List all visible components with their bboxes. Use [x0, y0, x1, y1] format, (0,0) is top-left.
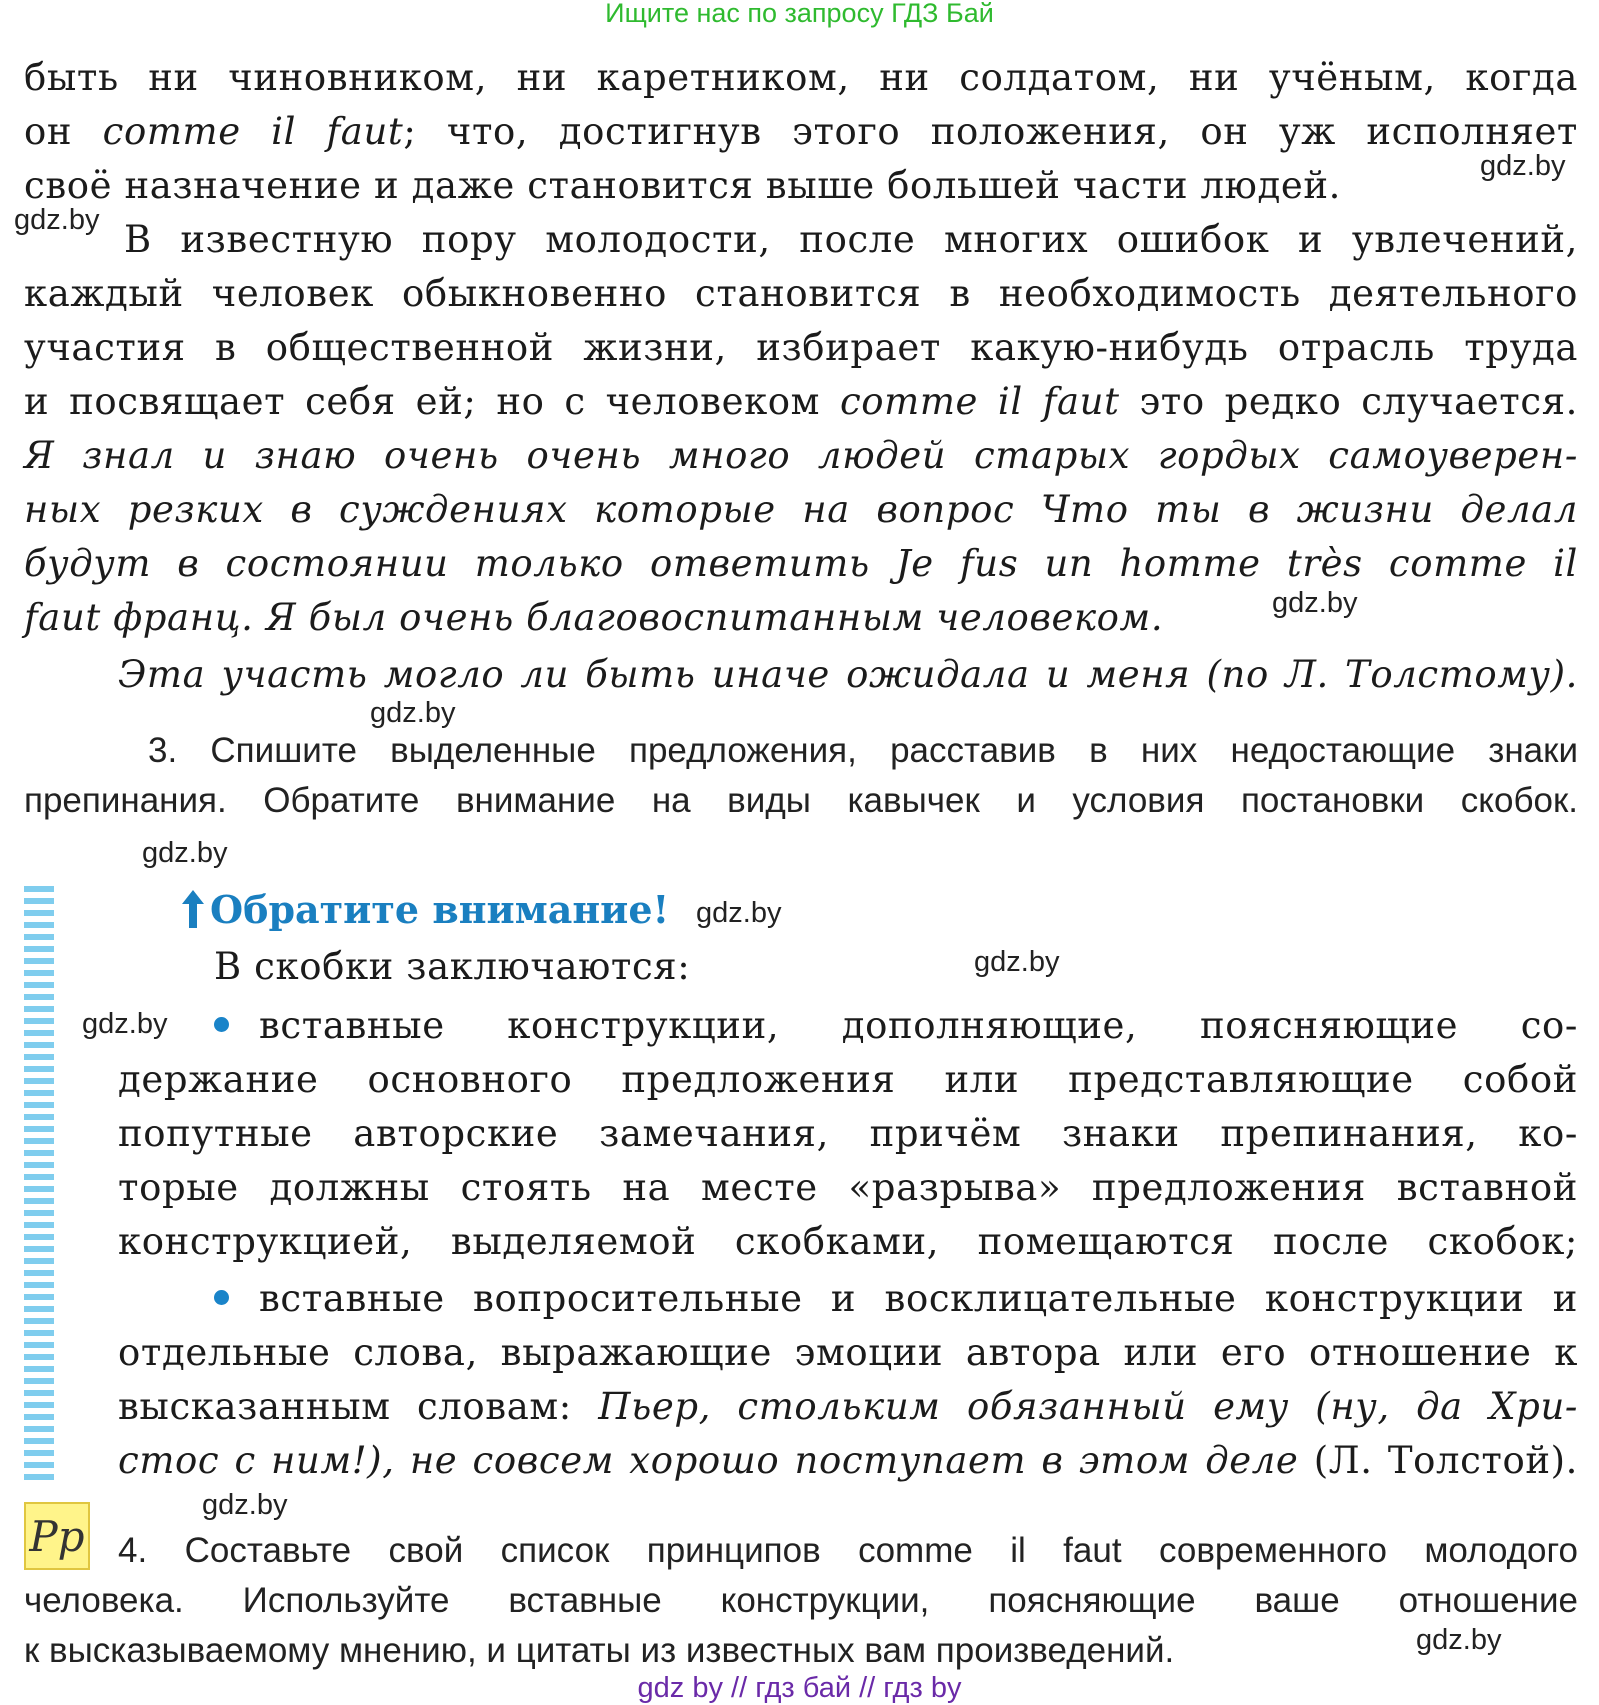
highlighted-sentence-line: Я знал и знаю очень очень много людей старых гордых самоуверен- — [24, 434, 1578, 477]
text-line: участия в общественной жизни, избирает какую-нибудь отрасль труда — [24, 326, 1578, 369]
top-banner: Ищите нас по запросу ГДЗ Бай — [605, 0, 994, 28]
attention-title: Обратите внимание! — [180, 880, 669, 940]
text-line: В известную пору молодости, после многих ошибок и увлечений, — [124, 218, 1578, 261]
watermark: gdz.by — [1480, 150, 1566, 182]
watermark: gdz.by — [1272, 587, 1358, 619]
watermark: gdz.by — [974, 946, 1060, 978]
text-line: каждый человек обыкновенно становится в необходимость деятельного — [24, 272, 1578, 315]
note-stripe — [24, 886, 54, 1486]
rule-icon — [24, 1502, 90, 1570]
text-line: своё назначение и даже становится выше большей части людей. — [24, 164, 1341, 207]
watermark: gdz.by — [370, 697, 456, 729]
task-4-line: к высказываемому мнению, и цитаты из известных вам произведений. — [24, 1631, 1175, 1670]
watermark: gdz.by — [82, 1008, 168, 1040]
task-4-line: 4. Составьте свой список принципов comme il faut современного молодого — [118, 1531, 1578, 1570]
bullet-line: конструкцией, выделяемой скобками, помещаются после скобок; — [118, 1220, 1578, 1263]
watermark: gdz.by — [202, 1489, 288, 1521]
watermark: gdz.by — [696, 897, 782, 929]
bullet-line: отдельные слова, выражающие эмоции автора или его отношение к — [118, 1331, 1578, 1374]
highlighted-sentence-line: будут в состоянии только ответить Je fus un homme très comme il — [24, 542, 1578, 585]
bullet-line: торые должны стоять на месте «разрыва» предложения вставной — [118, 1166, 1578, 1209]
svg-text:Pp: Pp — [29, 1512, 85, 1561]
watermark: gdz.by — [142, 837, 228, 869]
attention-intro: В скобки заключаются: — [214, 945, 691, 988]
bullet-line: вставные вопросительные и восклицательные конструкции и — [214, 1272, 1578, 1326]
bullet-icon — [214, 1017, 229, 1032]
footer-links: gdz by // гдз бай // гдз by — [637, 1672, 962, 1704]
watermark: gdz.by — [1416, 1624, 1502, 1656]
bullet-line: держание основного предложения или представляющие собой — [118, 1058, 1578, 1101]
bullet-line: попутные авторские замечания, причём знаки препинания, ко- — [118, 1112, 1578, 1155]
text-line: и посвящает себя ей; но с человеком comme il faut это редко случается. — [24, 380, 1578, 423]
bullet-line: высказанным словам: Пьер, стольким обязанный ему (ну, да Хри- — [118, 1385, 1578, 1428]
highlighted-sentence-line: ных резких в суждениях которые на вопрос Что ты в жизни делал — [24, 488, 1578, 531]
task-3-line: препинания. Обратите внимание на виды кавычек и условия постановки скобок. — [24, 781, 1578, 820]
arrow-up-icon — [180, 886, 206, 926]
highlighted-sentence-line: faut франц. Я был очень благовоспитанным человеком. — [24, 596, 1164, 639]
text-line: он comme il faut; что, достигнув этого положения, он уж исполняет — [24, 110, 1579, 153]
task-4-line: человека. Используйте вставные конструкции, поясняющие ваше отношение — [24, 1581, 1578, 1620]
task-3-line: 3. Спишите выделенные предложения, расставив в них недостающие знаки — [148, 731, 1578, 770]
bullet-line: стос с ним!), не совсем хорошо поступает в этом деле (Л. Толстой). — [118, 1439, 1579, 1482]
bullet-icon — [214, 1290, 229, 1305]
watermark: gdz.by — [14, 204, 100, 236]
text-line: быть ни чиновником, ни каретником, ни солдатом, ни учёным, когда — [24, 56, 1578, 99]
bullet-line: вставные конструкции, дополняющие, поясняющие со- — [214, 999, 1578, 1053]
highlighted-sentence-line: Эта участь могло ли быть иначе ожидала и меня (по Л. Толстому). — [118, 653, 1578, 696]
